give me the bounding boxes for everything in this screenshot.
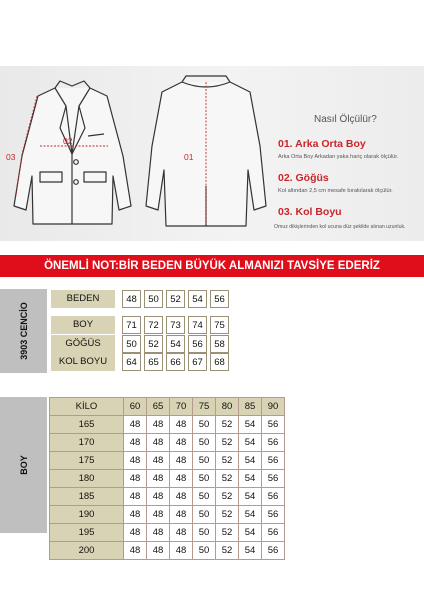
size-cell: 52: [216, 416, 239, 434]
size-cell: 54: [239, 488, 262, 506]
measurement-guide: [0, 66, 424, 241]
size-cell: 48: [147, 434, 170, 452]
size-cell: 71: [122, 316, 141, 334]
height-row-label: 180: [50, 470, 124, 488]
size-cell: 48: [147, 506, 170, 524]
size-cell: 50: [193, 524, 216, 542]
table-row: [50, 506, 285, 524]
size-header-cell: 56: [210, 290, 229, 308]
size-cell: 68: [210, 353, 229, 371]
size-cell: 48: [147, 524, 170, 542]
size-cell: 54: [239, 416, 262, 434]
height-row-label: 195: [50, 524, 124, 542]
size-cell: 52: [216, 524, 239, 542]
size-cell: 58: [210, 335, 229, 353]
size-header-cell: 50: [144, 290, 163, 308]
size-cell: 50: [193, 542, 216, 560]
table-row: [50, 452, 285, 470]
notice-banner: ÖNEMLİ NOT:BİR BEDEN BÜYÜK ALMANIZI TAVSİYE EDERİZ: [0, 255, 424, 277]
step-sleeve-desc: Omuz dikişlerinden kol ucuna düz şekilde alınan uzunluk.: [274, 224, 406, 230]
size-cell: 54: [239, 506, 262, 524]
size-cell: 48: [170, 524, 193, 542]
size-cell: 56: [262, 470, 285, 488]
size-cell: 73: [166, 316, 185, 334]
weight-header-row: [50, 398, 285, 416]
product-code-sidebar: [0, 289, 47, 373]
size-row-label: BOY: [51, 316, 115, 334]
size-row-label: KOL BOYU: [51, 353, 115, 371]
size-cell: 50: [193, 470, 216, 488]
size-cell: 56: [188, 335, 207, 353]
weight-header-cell: 60: [124, 398, 147, 416]
height-weight-table: [49, 397, 285, 560]
size-cell: 56: [262, 488, 285, 506]
size-cell: 48: [124, 524, 147, 542]
weight-header-label: KİLO: [50, 398, 124, 416]
size-cell: 48: [170, 506, 193, 524]
size-cell: 50: [193, 506, 216, 524]
table-row: [50, 434, 285, 452]
step-chest-desc: Kol altından 2,5 cm mesafe bırakılarak ölçülür.: [278, 188, 393, 194]
jacket-front-drawing: [14, 81, 131, 224]
size-cell: 56: [262, 416, 285, 434]
size-cell: 64: [122, 353, 141, 371]
size-cell: 48: [147, 470, 170, 488]
size-cell: 52: [216, 488, 239, 506]
marker-chest: 02: [63, 136, 73, 146]
size-cell: 48: [170, 452, 193, 470]
weight-header-cell: 90: [262, 398, 285, 416]
size-cell: 66: [166, 353, 185, 371]
size-cell: 72: [144, 316, 163, 334]
size-cell: 54: [166, 335, 185, 353]
step-back-length-title: 01. Arka Orta Boy: [278, 138, 366, 150]
size-header-cell: 54: [188, 290, 207, 308]
weight-header-cell: 80: [216, 398, 239, 416]
size-header-cell: 52: [166, 290, 185, 308]
table-row: [50, 416, 285, 434]
size-cell: 50: [193, 488, 216, 506]
height-row-label: 190: [50, 506, 124, 524]
size-cell: 48: [147, 488, 170, 506]
step-chest-title: 02. Göğüs: [278, 172, 329, 184]
size-cell: 52: [216, 452, 239, 470]
size-row-label: GÖĞÜS: [51, 335, 115, 353]
size-cell: 48: [124, 488, 147, 506]
size-cell: 48: [147, 452, 170, 470]
size-cell: 48: [170, 488, 193, 506]
size-cell: 50: [193, 434, 216, 452]
size-cell: 48: [170, 542, 193, 560]
height-row-label: 200: [50, 542, 124, 560]
size-cell: 52: [216, 542, 239, 560]
size-cell: 48: [147, 416, 170, 434]
marker-back-length: 01: [184, 152, 194, 162]
size-cell: 48: [124, 470, 147, 488]
product-code-label: 3903 CENCİO: [18, 302, 29, 360]
size-cell: 74: [188, 316, 207, 334]
size-cell: 48: [170, 416, 193, 434]
size-cell: 50: [193, 452, 216, 470]
size-cell: 52: [216, 506, 239, 524]
how-to-measure-title: Nasıl Ölçülür?: [314, 114, 377, 125]
size-cell: 50: [193, 416, 216, 434]
table-row: [50, 470, 285, 488]
size-cell: 56: [262, 434, 285, 452]
height-sidebar: [0, 397, 47, 533]
size-header-label: BEDEN: [51, 290, 115, 308]
height-row-label: 170: [50, 434, 124, 452]
size-cell: 65: [144, 353, 163, 371]
size-cell: 54: [239, 542, 262, 560]
size-cell: 48: [124, 452, 147, 470]
size-cell: 54: [239, 452, 262, 470]
height-row-label: 185: [50, 488, 124, 506]
size-cell: 54: [239, 434, 262, 452]
weight-header-cell: 65: [147, 398, 170, 416]
size-cell: 50: [122, 335, 141, 353]
height-axis-label: BOY: [18, 455, 29, 475]
size-cell: 52: [216, 434, 239, 452]
size-cell: 56: [262, 524, 285, 542]
size-header-cell: 48: [122, 290, 141, 308]
size-cell: 48: [170, 470, 193, 488]
table-row: [50, 488, 285, 506]
table-row: [50, 524, 285, 542]
weight-header-cell: 75: [193, 398, 216, 416]
size-cell: 48: [170, 434, 193, 452]
height-row-label: 165: [50, 416, 124, 434]
marker-sleeve: 03: [6, 152, 16, 162]
size-cell: 56: [262, 542, 285, 560]
size-cell: 75: [210, 316, 229, 334]
size-cell: 48: [124, 434, 147, 452]
jacket-back-drawing: [146, 76, 266, 226]
step-sleeve-title: 03. Kol Boyu: [278, 206, 342, 218]
size-cell: 54: [239, 524, 262, 542]
size-cell: 56: [262, 452, 285, 470]
height-row-label: 175: [50, 452, 124, 470]
size-cell: 67: [188, 353, 207, 371]
table-row: [50, 542, 285, 560]
size-cell: 48: [124, 542, 147, 560]
size-cell: 52: [144, 335, 163, 353]
weight-header-cell: 70: [170, 398, 193, 416]
size-cell: 56: [262, 506, 285, 524]
size-cell: 48: [124, 506, 147, 524]
size-cell: 48: [124, 416, 147, 434]
size-cell: 54: [239, 470, 262, 488]
size-cell: 48: [147, 542, 170, 560]
weight-header-cell: 85: [239, 398, 262, 416]
step-back-length-desc: Arka Orta Boy Arkadan yaka hariç olarak ölçülür.: [278, 154, 399, 160]
size-cell: 52: [216, 470, 239, 488]
